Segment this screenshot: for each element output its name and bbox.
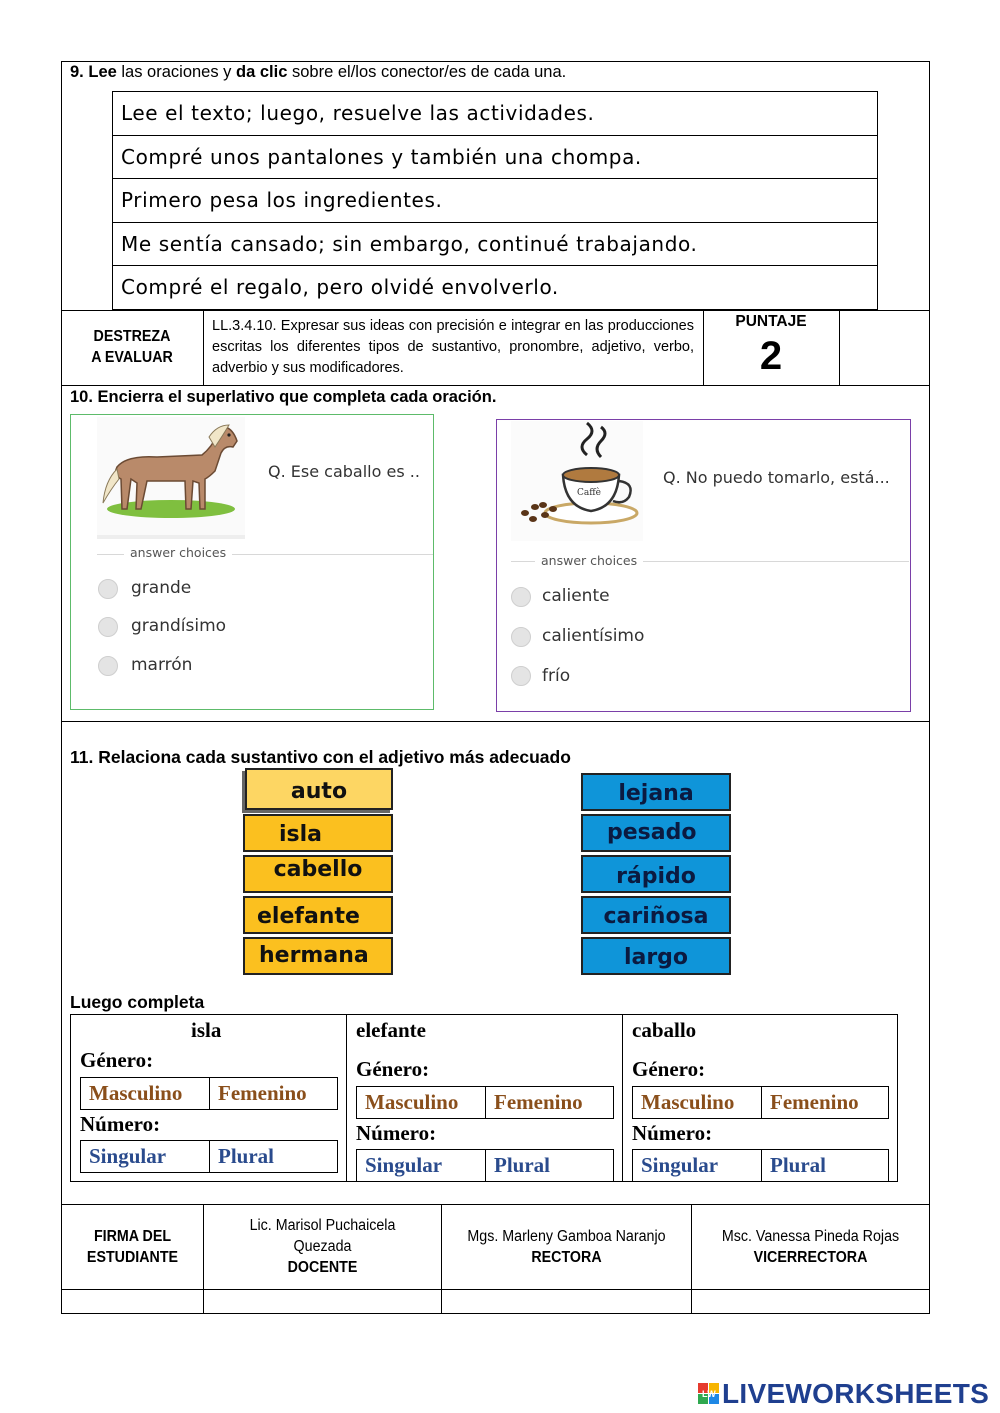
choice-grandisimo[interactable]: grandísimo xyxy=(131,616,227,636)
firma-sep1 xyxy=(203,1204,204,1313)
q11-title: 11. Relaciona cada sustantivo con el adjetivo más adecuado xyxy=(70,747,571,767)
option-singular[interactable]: Singular xyxy=(365,1153,443,1177)
option-femenino[interactable]: Femenino xyxy=(209,1078,337,1109)
firma-vicerrectora: Msc. Vanessa Pineda Rojas VICERRECTORA xyxy=(721,1228,900,1266)
option-femenino[interactable]: Femenino xyxy=(485,1087,613,1118)
divider-firmas xyxy=(61,1289,930,1290)
adjective-tile-largo[interactable]: largo xyxy=(581,937,731,975)
option-singular[interactable]: Singular xyxy=(641,1153,719,1177)
radio-marron[interactable] xyxy=(98,656,118,676)
firma-docente: Lic. Marisol Puchaicela Quezada DOCENTE xyxy=(249,1217,396,1276)
option-plural[interactable]: Plural xyxy=(209,1141,337,1172)
quiz-card-horse xyxy=(70,414,434,710)
adjective-tile-lejana[interactable]: lejana xyxy=(581,773,731,811)
genero-label-isla: Género: xyxy=(80,1048,154,1072)
sentence-2[interactable]: Compré unos pantalones y también una chompa. xyxy=(113,136,877,180)
radio-grande[interactable] xyxy=(98,579,118,599)
firma-sep3 xyxy=(691,1204,692,1313)
horse-icon xyxy=(97,417,245,535)
sentence-5[interactable]: Compré el regalo, pero olvidé envolverlo. xyxy=(121,275,559,300)
numero-options-caballo xyxy=(632,1149,889,1182)
frame-bottom xyxy=(61,1313,930,1314)
destreza-sep1 xyxy=(203,310,204,385)
choice-calientisimo[interactable]: calientísimo xyxy=(542,626,645,646)
logo-mark-icon: LW xyxy=(698,1383,720,1405)
numero-label-elefante: Número: xyxy=(356,1121,437,1145)
option-masculino[interactable]: Masculino xyxy=(641,1090,735,1114)
divider-q10 xyxy=(61,721,930,722)
coffee-cup-icon xyxy=(511,421,643,541)
word-isla: isla xyxy=(191,1018,222,1042)
q9-title: 9. Lee las oraciones y da clic sobre el/los conector/es de cada una. xyxy=(70,63,567,81)
answer-choices-label: answer choices xyxy=(535,553,643,568)
quiz-card-coffee xyxy=(496,419,911,712)
choice-frio[interactable]: frío xyxy=(542,666,571,686)
frame-left xyxy=(61,61,62,1314)
genero-label-caballo: Género: xyxy=(632,1057,706,1081)
option-femenino[interactable]: Femenino xyxy=(761,1087,888,1118)
noun-tile-auto[interactable]: auto xyxy=(245,768,393,810)
col-sep2 xyxy=(622,1015,623,1181)
numero-label-isla: Número: xyxy=(80,1112,161,1136)
noun-tile-elefante[interactable]: elefante xyxy=(243,896,393,934)
frame-right xyxy=(929,61,930,1314)
choice-marron[interactable]: marrón xyxy=(131,655,193,675)
col-sep1 xyxy=(346,1015,347,1181)
sentence-3[interactable]: Primero pesa los ingredientes. xyxy=(113,179,877,223)
option-masculino[interactable]: Masculino xyxy=(89,1081,183,1105)
word-elefante: elefante xyxy=(356,1018,426,1042)
q10-title: 10. Encierra el superlativo que completa cada oración. xyxy=(70,388,497,406)
choice-grande[interactable]: grande xyxy=(131,578,192,598)
coffee-image xyxy=(511,421,643,541)
genero-label-elefante: Género: xyxy=(356,1057,430,1081)
puntaje-value: 2 xyxy=(759,334,783,378)
option-plural[interactable]: Plural xyxy=(485,1150,613,1181)
option-singular[interactable]: Singular xyxy=(89,1144,167,1168)
firma-estudiante: FIRMA DEL ESTUDIANTE xyxy=(86,1228,179,1266)
frame-top xyxy=(61,61,930,62)
quiz-question-2: Q. No puedo tomarlo, está... xyxy=(663,468,890,487)
adjective-tile-pesado[interactable]: pesado xyxy=(581,814,731,852)
horse-image xyxy=(97,417,245,539)
destreza-text: LL.3.4.10. Expresar sus ideas con precisión e integrar en las producciones escritas los diferentes tipos de sustantivo, pronombre, adjetivo, verbo, adverbio y sus modificadores. xyxy=(212,318,694,376)
radio-frio[interactable] xyxy=(511,666,531,686)
noun-tile-isla[interactable]: isla xyxy=(243,814,393,852)
divider-destreza xyxy=(61,385,930,386)
word-caballo: caballo xyxy=(632,1018,697,1042)
noun-tile-cabello[interactable]: cabello xyxy=(243,855,393,893)
numero-options-isla xyxy=(80,1140,338,1173)
sentence-4[interactable]: Me sentía cansado; sin embargo, continué trabajando. xyxy=(113,223,877,267)
option-masculino[interactable]: Masculino xyxy=(365,1090,459,1114)
numero-options-elefante xyxy=(356,1149,614,1182)
numero-label-caballo: Número: xyxy=(632,1121,713,1145)
destreza-label: DESTREZA A EVALUAR xyxy=(91,328,173,366)
genero-options-elefante xyxy=(356,1086,614,1119)
liveworksheets-logo xyxy=(698,1378,989,1410)
adjective-tile-rapido[interactable]: rápido xyxy=(581,855,731,893)
puntaje-label: PUNTAJE xyxy=(735,313,807,330)
radio-grandisimo[interactable] xyxy=(98,617,118,637)
option-plural[interactable]: Plural xyxy=(761,1150,888,1181)
divider-q9 xyxy=(61,310,930,311)
sentence-list xyxy=(112,91,878,310)
firma-rectora: Mgs. Marleny Gamboa Naranjo RECTORA xyxy=(467,1228,666,1266)
sentence-1[interactable]: Lee el texto; luego, resuelve las actividades. xyxy=(113,92,877,136)
divider-q11 xyxy=(61,1204,930,1205)
radio-caliente[interactable] xyxy=(511,587,531,607)
radio-calientisimo[interactable] xyxy=(511,627,531,647)
quiz-question-1: Q. Ese caballo es .. xyxy=(268,462,420,481)
firma-sep2 xyxy=(441,1204,442,1313)
choice-caliente[interactable]: caliente xyxy=(542,586,610,606)
brand-name: LIVEWORKSHEETS xyxy=(722,1378,990,1409)
adjective-tile-carinosa[interactable]: cariñosa xyxy=(581,896,731,934)
cup-label: Caffè xyxy=(577,488,601,498)
answer-choices-label: answer choices xyxy=(124,545,232,560)
genero-options-isla xyxy=(80,1077,338,1110)
genero-options-caballo xyxy=(632,1086,889,1119)
destreza-sep3 xyxy=(839,310,840,385)
noun-tile-hermana[interactable]: hermana xyxy=(243,937,393,975)
completa-title: Luego completa xyxy=(70,992,205,1012)
completa-table xyxy=(70,1014,898,1182)
